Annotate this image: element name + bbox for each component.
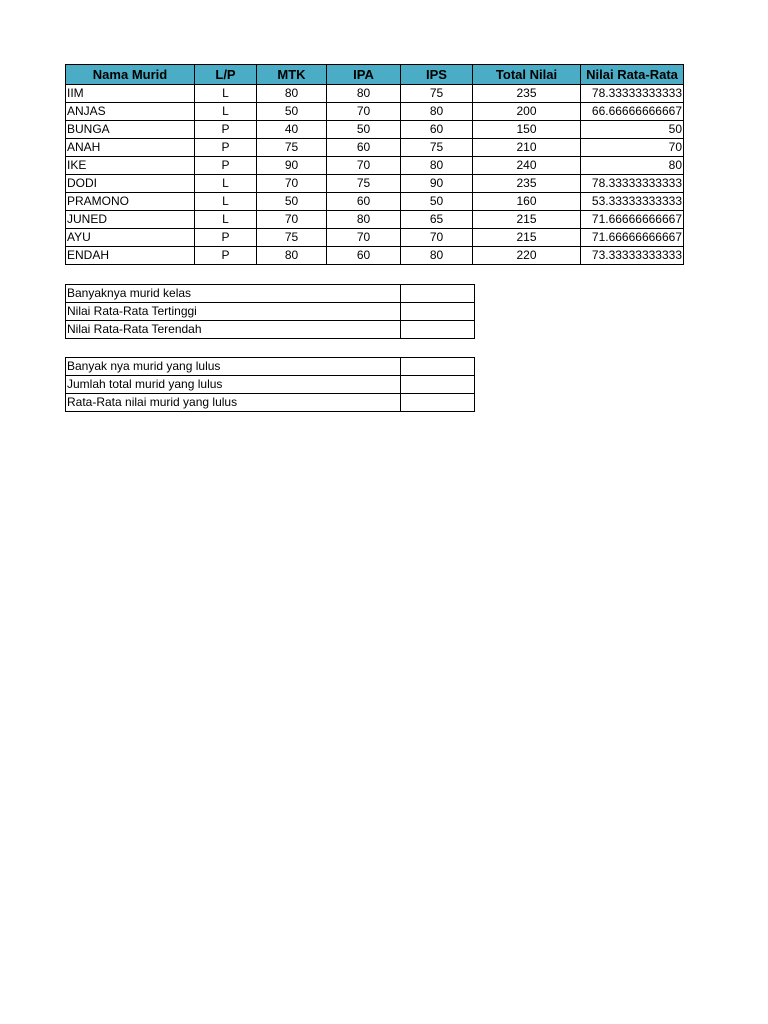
cell-nama[interactable]: DODI <box>66 175 195 193</box>
cell-ipa[interactable]: 50 <box>327 121 401 139</box>
summary-label: Nilai Rata-Rata Tertinggi <box>66 303 401 321</box>
cell-total-nilai[interactable]: 215 <box>473 211 581 229</box>
header-ipa: IPA <box>327 65 401 85</box>
table-row <box>66 229 684 247</box>
cell-lp[interactable]: P <box>195 139 257 157</box>
cell-ips[interactable]: 80 <box>401 157 473 175</box>
cell-total-nilai[interactable]: 235 <box>473 175 581 193</box>
cell-ips[interactable]: 50 <box>401 193 473 211</box>
cell-mtk[interactable]: 70 <box>257 175 327 193</box>
cell-lp[interactable]: P <box>195 229 257 247</box>
cell-nama[interactable]: ANAH <box>66 139 195 157</box>
cell-lp[interactable]: L <box>195 175 257 193</box>
cell-ipa[interactable]: 70 <box>327 229 401 247</box>
cell-ipa[interactable]: 80 <box>327 211 401 229</box>
cell-nama[interactable]: PRAMONO <box>66 193 195 211</box>
cell-nilai-rata-rata[interactable]: 66.66666666667 <box>581 103 684 121</box>
summary-row <box>66 285 475 303</box>
summary-label: Banyak nya murid yang lulus <box>66 358 401 376</box>
cell-total-nilai[interactable]: 215 <box>473 229 581 247</box>
header-nilai-rata-rata: Nilai Rata-Rata <box>581 65 684 85</box>
table-row <box>66 157 684 175</box>
cell-mtk[interactable]: 50 <box>257 103 327 121</box>
cell-nilai-rata-rata[interactable]: 70 <box>581 139 684 157</box>
header-nama-murid: Nama Murid <box>66 65 195 85</box>
table-row <box>66 103 684 121</box>
summary-label: Jumlah total murid yang lulus <box>66 376 401 394</box>
cell-nama[interactable]: IKE <box>66 157 195 175</box>
cell-ips[interactable]: 80 <box>401 247 473 265</box>
cell-ipa[interactable]: 80 <box>327 85 401 103</box>
cell-total-nilai[interactable]: 150 <box>473 121 581 139</box>
cell-nama[interactable]: JUNED <box>66 211 195 229</box>
cell-ips[interactable]: 80 <box>401 103 473 121</box>
summary-row <box>66 321 475 339</box>
cell-mtk[interactable]: 90 <box>257 157 327 175</box>
cell-total-nilai[interactable]: 240 <box>473 157 581 175</box>
cell-ips[interactable]: 65 <box>401 211 473 229</box>
summary-value-cell[interactable] <box>401 303 475 321</box>
summary-value-cell[interactable] <box>401 285 475 303</box>
cell-mtk[interactable]: 75 <box>257 139 327 157</box>
cell-nama[interactable]: BUNGA <box>66 121 195 139</box>
header-total-nilai: Total Nilai <box>473 65 581 85</box>
cell-lp[interactable]: L <box>195 193 257 211</box>
cell-lp[interactable]: L <box>195 211 257 229</box>
cell-mtk[interactable]: 80 <box>257 85 327 103</box>
header-lp: L/P <box>195 65 257 85</box>
cell-lp[interactable]: P <box>195 247 257 265</box>
cell-nilai-rata-rata[interactable]: 71.66666666667 <box>581 229 684 247</box>
cell-mtk[interactable]: 80 <box>257 247 327 265</box>
summary-row <box>66 358 475 376</box>
summary-value-cell[interactable] <box>401 376 475 394</box>
cell-nama[interactable]: AYU <box>66 229 195 247</box>
header-ips: IPS <box>401 65 473 85</box>
summary-row <box>66 303 475 321</box>
cell-total-nilai[interactable]: 200 <box>473 103 581 121</box>
cell-lp[interactable]: P <box>195 157 257 175</box>
table-row <box>66 193 684 211</box>
cell-ipa[interactable]: 70 <box>327 157 401 175</box>
cell-total-nilai[interactable]: 160 <box>473 193 581 211</box>
cell-nilai-rata-rata[interactable]: 80 <box>581 157 684 175</box>
cell-ipa[interactable]: 70 <box>327 103 401 121</box>
cell-nama[interactable]: ENDAH <box>66 247 195 265</box>
cell-ips[interactable]: 60 <box>401 121 473 139</box>
cell-mtk[interactable]: 40 <box>257 121 327 139</box>
cell-nilai-rata-rata[interactable]: 78.33333333333 <box>581 175 684 193</box>
cell-ips[interactable]: 75 <box>401 139 473 157</box>
cell-nama[interactable]: IIM <box>66 85 195 103</box>
cell-ips[interactable]: 90 <box>401 175 473 193</box>
table-row <box>66 139 684 157</box>
cell-lp[interactable]: L <box>195 103 257 121</box>
summary-row <box>66 394 475 412</box>
cell-lp[interactable]: P <box>195 121 257 139</box>
cell-nilai-rata-rata[interactable]: 50 <box>581 121 684 139</box>
cell-ipa[interactable]: 60 <box>327 247 401 265</box>
summary-label: Rata-Rata nilai murid yang lulus <box>66 394 401 412</box>
cell-mtk[interactable]: 70 <box>257 211 327 229</box>
cell-total-nilai[interactable]: 235 <box>473 85 581 103</box>
cell-lp[interactable]: L <box>195 85 257 103</box>
cell-nilai-rata-rata[interactable]: 71.66666666667 <box>581 211 684 229</box>
summary-label: Nilai Rata-Rata Terendah <box>66 321 401 339</box>
cell-mtk[interactable]: 75 <box>257 229 327 247</box>
summary-value-cell[interactable] <box>401 394 475 412</box>
cell-ipa[interactable]: 75 <box>327 175 401 193</box>
table-row <box>66 121 684 139</box>
cell-ips[interactable]: 70 <box>401 229 473 247</box>
cell-nilai-rata-rata[interactable]: 53.33333333333 <box>581 193 684 211</box>
summary-row <box>66 376 475 394</box>
summary-table-passed <box>65 357 475 412</box>
summary-table-class <box>65 284 475 339</box>
cell-ipa[interactable]: 60 <box>327 193 401 211</box>
cell-total-nilai[interactable]: 210 <box>473 139 581 157</box>
cell-nama[interactable]: ANJAS <box>66 103 195 121</box>
table-row <box>66 175 684 193</box>
cell-nilai-rata-rata[interactable]: 73.33333333333 <box>581 247 684 265</box>
cell-ips[interactable]: 75 <box>401 85 473 103</box>
grades-table <box>65 64 684 265</box>
table-row <box>66 211 684 229</box>
grades-header-row <box>66 65 684 85</box>
cell-ipa[interactable]: 60 <box>327 139 401 157</box>
cell-nilai-rata-rata[interactable]: 78.33333333333 <box>581 85 684 103</box>
summary-value-cell[interactable] <box>401 321 475 339</box>
table-row <box>66 247 684 265</box>
header-mtk: MTK <box>257 65 327 85</box>
cell-total-nilai[interactable]: 220 <box>473 247 581 265</box>
table-row <box>66 85 684 103</box>
cell-mtk[interactable]: 50 <box>257 193 327 211</box>
summary-label: Banyaknya murid kelas <box>66 285 401 303</box>
summary-value-cell[interactable] <box>401 358 475 376</box>
